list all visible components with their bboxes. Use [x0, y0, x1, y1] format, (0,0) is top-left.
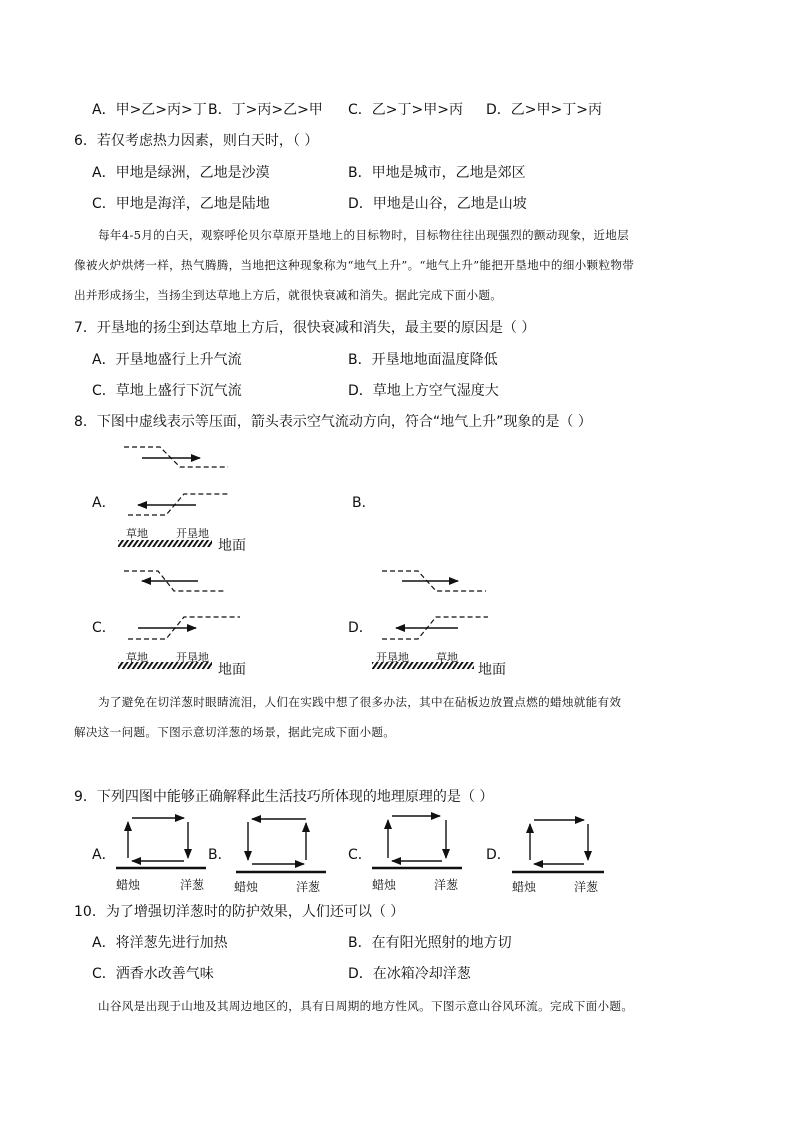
q9-option-d-label: D． — [486, 847, 511, 863]
q8-a-ground-label: 地面 — [218, 538, 246, 554]
q9-a-candle-label: 蜡烛 — [116, 878, 141, 892]
q9-b-candle-label: 蜡烛 — [234, 880, 259, 894]
q8-option-c-label: C． — [92, 620, 116, 636]
q7-option-a: A．开垦地盛行上升气流 — [92, 352, 242, 368]
q8-option-b-label: B． — [352, 495, 376, 511]
q9-c-candle-label: 蜡烛 — [372, 878, 397, 892]
q5-option-a: A．甲>乙>丙>丁 — [92, 102, 207, 118]
passage1-line1: 每年4-5月的白天，观察呼伦贝尔草原开垦地上的目标物时，目标物往往出现强烈的颤动现象，近地层 — [98, 228, 630, 242]
q9-a-onion-label: 洋葱 — [180, 878, 205, 892]
q6-stem: 6．若仅考虑热力因素，则白天时，（ ） — [74, 133, 319, 149]
q10-option-a: A．将洋葱先进行加热 — [92, 935, 228, 951]
q9-stem: 9．下列四图中能够正确解释此生活技巧所体现的地理原理的是（ ） — [74, 789, 494, 805]
q9-c-onion-label: 洋葱 — [434, 878, 459, 892]
q6-option-d: D．甲地是山谷，乙地是山坡 — [348, 196, 527, 212]
passage-valley-wind — [74, 991, 742, 1021]
q10-option-b: B．在有阳光照射的地方切 — [348, 935, 512, 951]
q7-stem: 7．开垦地的扬尘到达草地上方后，很快衰减和消失，最主要的原因是（ ） — [74, 320, 536, 336]
q9-d-candle-label: 蜡烛 — [512, 880, 537, 894]
q9-option-c-label: C． — [348, 847, 372, 863]
q8-d-grass-label: 草地 — [436, 651, 458, 664]
q9-diagram-d — [512, 820, 604, 872]
passage1-line3: 出并形成扬尘，当扬尘到达草地上方后，就很快衰减和消失。据此完成下面小题。 — [74, 288, 503, 302]
q6-option-b: B．甲地是城市，乙地是郊区 — [348, 165, 526, 181]
q5-option-d: D．乙>甲>丁>丙 — [486, 102, 602, 118]
q9-diagram-c — [372, 816, 462, 868]
q10-option-d: D．在冰箱冷却洋葱 — [348, 966, 471, 982]
q6-option-a: A．甲地是绿洲，乙地是沙漠 — [92, 165, 270, 181]
q9-b-onion-label: 洋葱 — [296, 880, 321, 894]
q9-d-onion-label: 洋葱 — [574, 880, 599, 894]
q5-option-c: C．乙>丁>甲>丙 — [348, 102, 463, 118]
q8-a-grass-label: 草地 — [126, 527, 148, 540]
q7-option-d: D．草地上方空气湿度大 — [348, 383, 499, 399]
q7-option-b: B．开垦地地面温度降低 — [348, 352, 498, 368]
q9-diagram-a — [116, 818, 206, 868]
q6-option-c: C．甲地是海洋，乙地是陆地 — [92, 196, 270, 212]
q8-c-ground-label: 地面 — [218, 662, 246, 678]
q5-option-b: B．丁>丙>乙>甲 — [208, 102, 323, 118]
q9-option-a-label: A． — [92, 847, 116, 863]
q8-d-ground-label: 地面 — [478, 662, 506, 678]
q9-option-b-label: B． — [208, 847, 232, 863]
passage3-line1: 山谷风是出现于山地及其周边地区的，具有日周期的地方性风。下图示意山谷风环流。完成下面小题。 — [98, 999, 634, 1013]
passage2-line1: 为了避免在切洋葱时眼睛流泪，人们在实践中想了很多办法，其中在砧板边放置点燃的蜡烛就能有效 — [98, 695, 622, 709]
passage1-line2: 像被火炉烘烤一样，热气腾腾，当地把这种现象称为“地气上升”。“地气上升”能把开垦地中的细小颗粒物带 — [74, 258, 635, 272]
q8-c-grass-label: 草地 — [126, 651, 148, 664]
q8-option-a-label: A． — [92, 495, 116, 511]
q9-diagram-b — [236, 819, 326, 872]
q10-option-c: C．洒香水改善气味 — [92, 966, 214, 982]
passage2-line2: 解决这一问题。下图示意切洋葱的场景，据此完成下面小题。 — [74, 725, 396, 739]
q8-stem: 8．下图中虚线表示等压面，箭头表示空气流动方向，符合“地气上升”现象的是（ ） — [74, 414, 592, 430]
q8-option-d-label: D． — [348, 620, 373, 636]
q8-d-reclaimed-label: 开垦地 — [376, 651, 409, 664]
passage-onion-candle — [74, 687, 742, 747]
q8-diagram-top — [124, 447, 228, 467]
q8-a-reclaimed-label: 开垦地 — [176, 527, 209, 540]
q8-c-reclaimed-label: 开垦地 — [176, 651, 209, 664]
q7-option-c: C．草地上盛行下沉气流 — [92, 383, 242, 399]
q10-stem: 10．为了增强切洋葱时的防护效果，人们还可以（ ） — [74, 904, 405, 920]
